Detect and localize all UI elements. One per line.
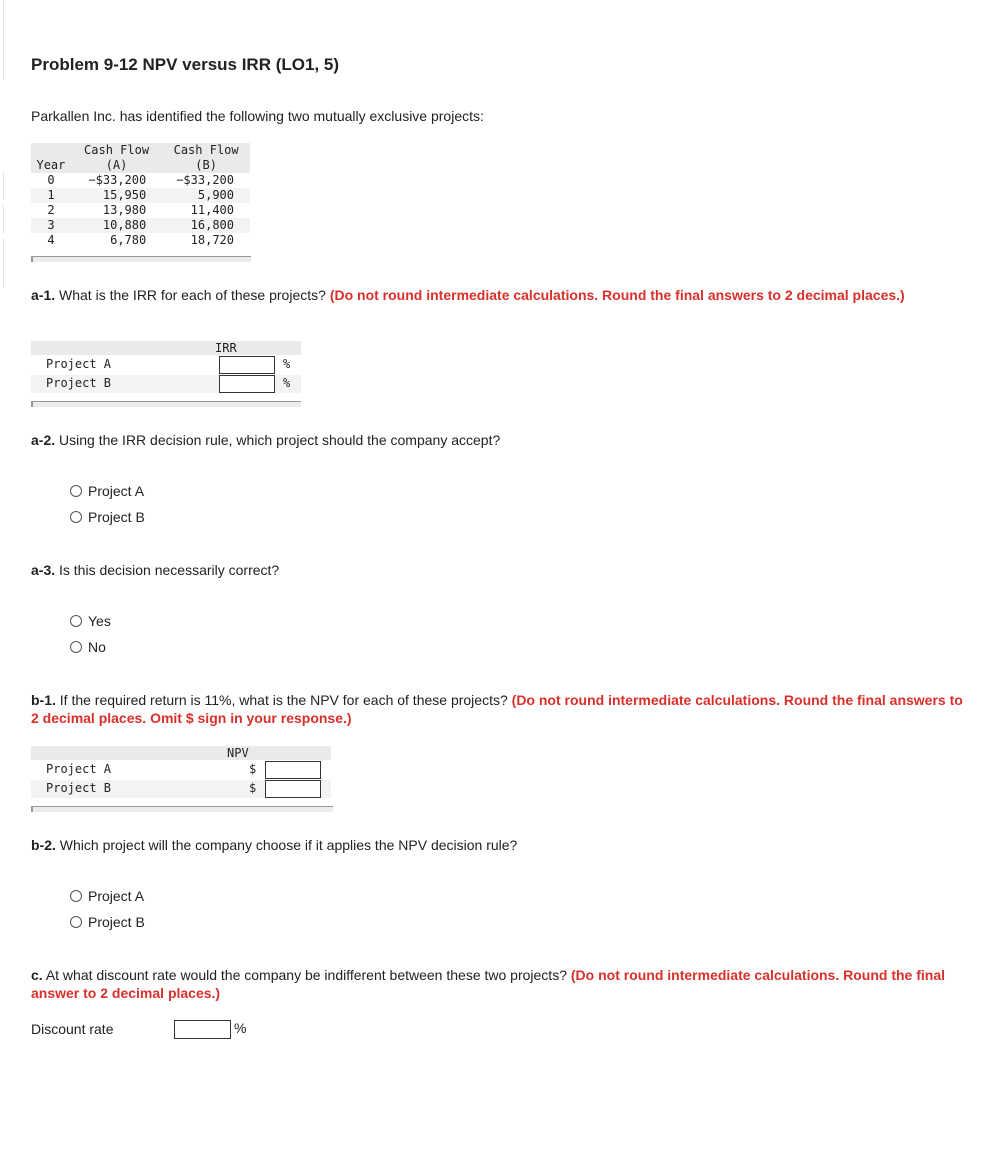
table-row <box>31 188 250 203</box>
radio-circle[interactable] <box>70 890 82 902</box>
question-a1 <box>31 286 971 304</box>
irr-row-label-b: Project B <box>46 376 112 390</box>
b2-option-label: Project B <box>88 914 145 930</box>
npv-row-label-a: Project A <box>46 762 112 776</box>
radio-circle[interactable] <box>70 485 82 497</box>
discount-rate-input[interactable] <box>174 1020 231 1039</box>
irr-table-header <box>31 341 301 355</box>
irr-row-label-a: Project A <box>46 357 112 371</box>
radio-circle[interactable] <box>70 511 82 523</box>
table-scrollbar <box>31 401 301 407</box>
table-row <box>31 233 250 248</box>
question-a1-text: What is the IRR for each of these projects? <box>59 287 326 303</box>
radio-circle[interactable] <box>70 641 82 653</box>
discount-rate-unit: % <box>234 1020 247 1036</box>
npv-table-header <box>31 746 331 760</box>
question-a1-label: a-1. <box>31 287 56 303</box>
npv-column-header: NPV <box>227 746 249 760</box>
left-border-mark <box>0 205 4 233</box>
table-row <box>31 203 250 218</box>
year-cell: 1 <box>31 188 71 203</box>
npv-project-a-input[interactable] <box>265 761 321 779</box>
cash-flow-b-cell: 5,900 <box>162 188 250 203</box>
left-border-mark <box>0 172 4 200</box>
question-b1-text: If the required return is 11%, what is the NPV for each of these projects? <box>59 692 508 708</box>
question-a3 <box>31 561 971 579</box>
b2-option-label: Project A <box>88 888 145 904</box>
cash-flow-b-header: Cash Flow <box>162 143 250 158</box>
npv-project-b-input[interactable] <box>265 780 321 798</box>
question-b2-text: Which project will the company choose if it applies the NPV decision rule? <box>59 837 518 853</box>
a3-option-no[interactable] <box>70 639 106 655</box>
question-b1-instruction: (Do not round intermediate calculations. Round the final answers to 2 decimal places. Omit $ sign in your response.) <box>31 692 963 726</box>
irr-unit-a: % <box>283 357 291 371</box>
npv-prefix-a: $ <box>249 762 257 776</box>
cash-flow-a-cell: 10,880 <box>71 218 162 233</box>
irr-column-header: IRR <box>215 341 237 355</box>
left-border <box>0 0 4 80</box>
year-cell: 4 <box>47 233 55 247</box>
year-cell: 2 <box>47 203 55 217</box>
cash-flow-table <box>31 143 250 248</box>
a2-option-label: Project B <box>88 509 145 525</box>
question-b1-label: b-1. <box>31 692 56 708</box>
a2-option-project-a[interactable] <box>70 483 144 499</box>
question-a1-instruction: (Do not round intermediate calculations. Round the final answers to 2 decimal places.) <box>329 287 905 303</box>
b2-option-project-b[interactable] <box>70 914 145 930</box>
question-c <box>31 966 971 1002</box>
table-scrollbar <box>31 806 333 812</box>
left-border-mark <box>0 238 4 288</box>
irr-project-b-input[interactable] <box>219 375 275 393</box>
question-a2-label: a-2. <box>31 432 56 448</box>
question-c-instruction: (Do not round intermediate calculations. Round the final answer to 2 decimal places.) <box>31 967 945 1001</box>
cash-flow-b-cell: 18,720 <box>190 233 234 247</box>
question-a3-text: Is this decision necessarily correct? <box>59 562 280 578</box>
npv-row-label-b: Project B <box>46 781 112 795</box>
cash-flow-a-cell: 15,950 <box>71 188 162 203</box>
a2-option-project-b[interactable] <box>70 509 145 525</box>
question-b2-label: b-2. <box>31 837 56 853</box>
cash-flow-a-subheader: (A) <box>71 158 162 173</box>
question-c-text: At what discount rate would the company be indifferent between these two projects? <box>45 967 567 983</box>
table-row <box>31 173 250 188</box>
question-b2 <box>31 836 971 854</box>
question-b1 <box>31 691 971 727</box>
year-cell: 3 <box>31 218 71 233</box>
page-title: Problem 9-12 NPV versus IRR (LO1, 5) <box>31 55 339 74</box>
table-row <box>31 218 250 233</box>
radio-circle[interactable] <box>70 916 82 928</box>
a2-option-label: Project A <box>88 483 145 499</box>
cash-flow-b-cell: −$33,200 <box>176 173 234 187</box>
question-a3-label: a-3. <box>31 562 56 578</box>
year-cell: 0 <box>47 173 55 187</box>
question-c-label: c. <box>31 967 43 983</box>
irr-unit-b: % <box>283 376 291 390</box>
cash-flow-a-cell: 6,780 <box>110 233 147 247</box>
cash-flow-b-cell: 16,800 <box>162 218 250 233</box>
a3-option-label: No <box>88 639 106 655</box>
cash-flow-a-cell: 13,980 <box>102 203 147 217</box>
npv-prefix-b: $ <box>249 781 257 795</box>
a3-option-label: Yes <box>88 613 111 629</box>
cash-flow-b-cell: 11,400 <box>190 203 234 217</box>
discount-rate-label: Discount rate <box>31 1021 114 1037</box>
cash-flow-b-subheader: (B) <box>162 158 250 173</box>
year-header: Year <box>31 143 71 173</box>
cash-flow-a-cell: −$33,200 <box>88 173 147 187</box>
question-a2-text: Using the IRR decision rule, which project should the company accept? <box>59 432 501 448</box>
radio-circle[interactable] <box>70 615 82 627</box>
question-a2 <box>31 431 971 449</box>
b2-option-project-a[interactable] <box>70 888 144 904</box>
table-scrollbar <box>31 256 251 262</box>
irr-project-a-input[interactable] <box>219 356 275 374</box>
a3-option-yes[interactable] <box>70 613 111 629</box>
intro-text: Parkallen Inc. has identified the following two mutually exclusive projects: <box>31 108 484 124</box>
cash-flow-a-header: Cash Flow <box>71 143 162 158</box>
